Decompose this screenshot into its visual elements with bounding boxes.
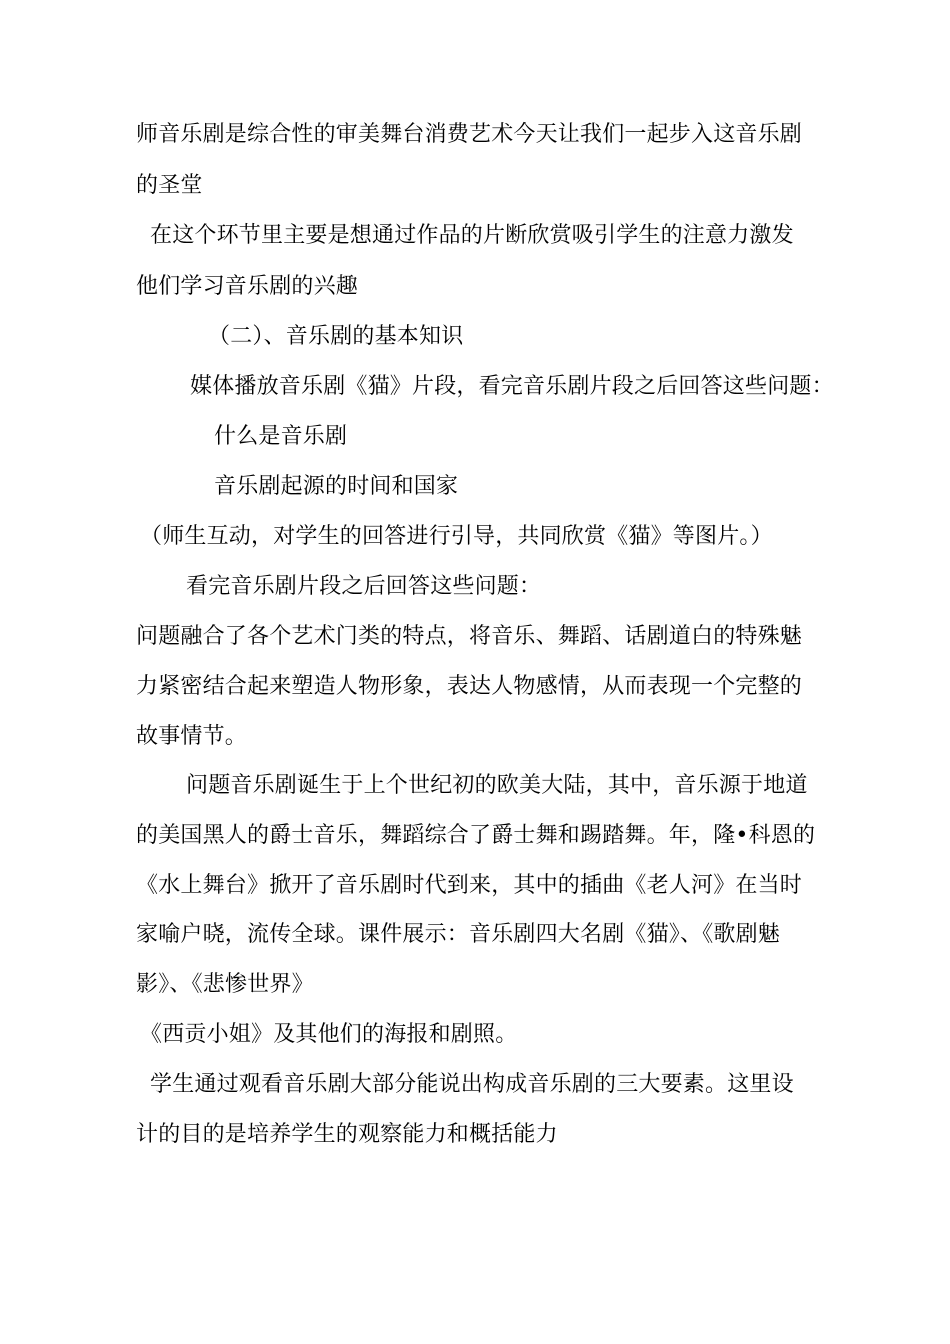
question-item: 什么是音乐剧 — [214, 424, 348, 449]
question-item: 音乐剧起源的时间和国家 — [214, 474, 459, 499]
section-heading: （二）、音乐剧的基本知识 — [208, 324, 464, 349]
text-line: 在这个环节里主要是想通过作品的片断欣赏吸引学生的注意力激发 — [150, 223, 794, 248]
text-line: 问题融合了各个艺术门类的特点，将音乐、舞蹈、话剧道白的特殊魅 — [136, 624, 803, 649]
text-line: （师生互动，对学生的回答进行引导，共同欣赏《猫》等图片。） — [140, 524, 773, 549]
text-line: 力紧密结合起来塑造人物形象，表达人物感情，从而表现一个完整的 — [136, 674, 803, 699]
text-line: 的圣堂 — [136, 173, 203, 198]
text-line: 他们学习音乐剧的兴趣 — [136, 274, 359, 299]
text-line: 《西贡小姐》及其他们的海报和剧照。 — [140, 1022, 518, 1047]
text-line: 学生通过观看音乐剧大部分能说出构成音乐剧的三大要素。这里设 — [150, 1072, 794, 1097]
text-line: 师音乐剧是综合性的审美舞台消费艺术今天让我们一起步入这音乐剧 — [136, 122, 803, 147]
text-line: 问题音乐剧诞生于上个世纪初的欧美大陆，其中，音乐源于地道 — [186, 773, 808, 798]
text-line: 故事情节。 — [136, 724, 248, 749]
text-line: 影》、《悲惨世界》 — [136, 972, 314, 997]
text-line: 家喻户晓，流传全球。课件展示：音乐剧四大名剧《猫》、《歌剧魅 — [136, 922, 781, 947]
text-line: 媒体播放音乐剧《猫》片段，看完音乐剧片段之后回答这些问题： — [190, 374, 834, 399]
text-line: 看完音乐剧片段之后回答这些问题： — [186, 574, 542, 599]
text-line: 的美国黑人的爵士音乐，舞蹈综合了爵士舞和踢踏舞。年，隆•科恩的 — [136, 823, 816, 848]
text-line: 《水上舞台》掀开了音乐剧时代到来，其中的插曲《老人河》在当时 — [136, 873, 803, 898]
text-line: 计的目的是培养学生的观察能力和概括能力 — [136, 1122, 558, 1147]
